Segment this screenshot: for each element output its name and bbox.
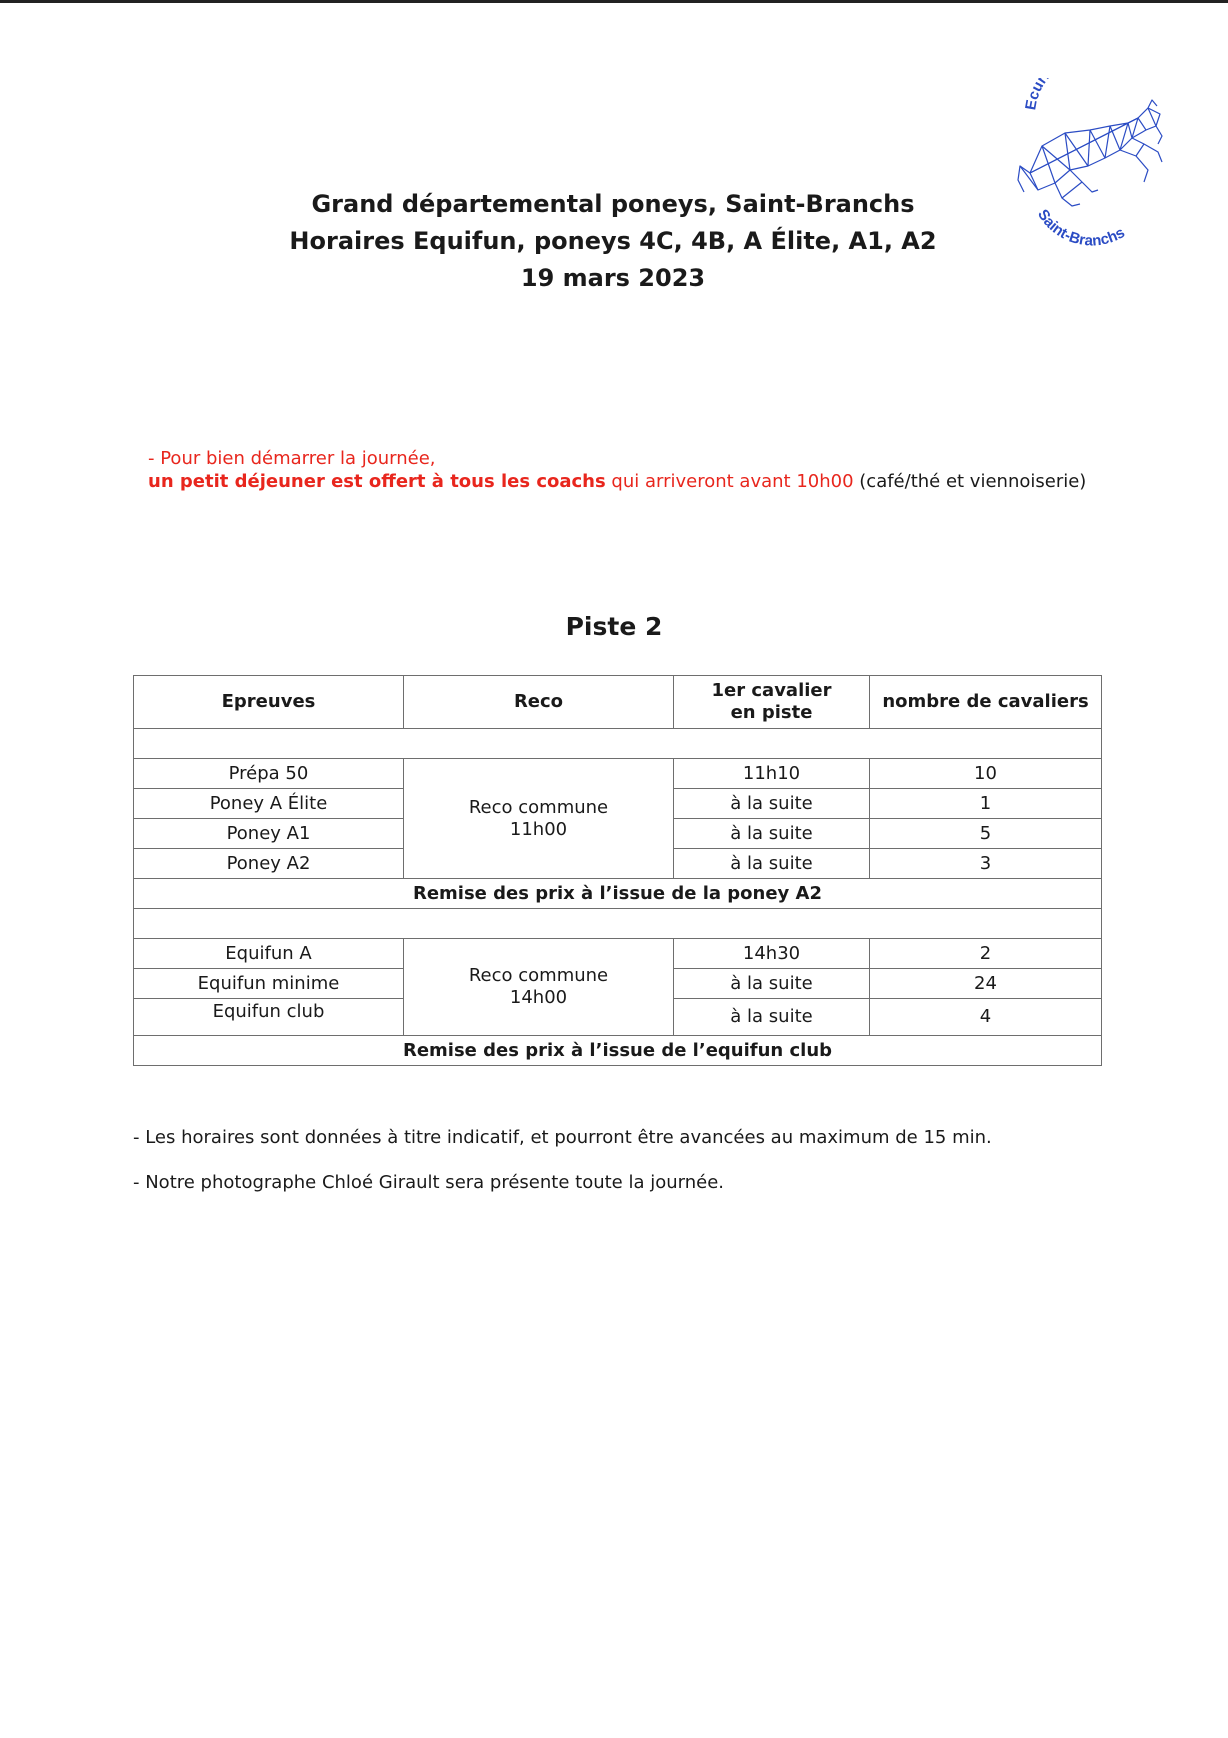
- header-first-rider-line1: 1er cavalier: [711, 680, 832, 701]
- notice-black-text: (café/thé et viennoiserie): [853, 471, 1087, 492]
- document-title: [0, 186, 1228, 297]
- schedule-table: [133, 675, 1102, 1066]
- table-spacer-row: [134, 729, 1102, 759]
- notice-line-2: [148, 470, 1208, 493]
- section-title: Piste 2: [565, 612, 663, 641]
- header-epreuves: Epreuves: [134, 676, 404, 729]
- cell-epreuve: Poney A2: [134, 849, 404, 879]
- logo-top-text: Ecur: [1022, 78, 1051, 112]
- footnote-photographer: - Notre photographe Chloé Girault sera présente toute la journée.: [133, 1172, 725, 1193]
- breakfast-notice: [148, 447, 1208, 493]
- cell-rider-count: 10: [870, 759, 1102, 789]
- cell-epreuve: Equifun A: [134, 939, 404, 969]
- footnotes: [133, 1126, 1193, 1216]
- header-reco: Reco: [404, 676, 674, 729]
- svg-text:Ecurie du Noyer: [1022, 78, 1126, 111]
- reco-group2-line2: 14h00: [509, 987, 568, 1008]
- cell-reco-group2: [404, 939, 674, 1036]
- reco-group2-line1: Reco commune: [468, 965, 609, 986]
- table-row: [134, 759, 1102, 789]
- cell-rider-count: 1: [870, 789, 1102, 819]
- cell-first-rider: 11h10: [674, 759, 870, 789]
- table-header-row: [134, 676, 1102, 729]
- prize-row: [134, 1036, 1102, 1066]
- cell-epreuve: Poney A1: [134, 819, 404, 849]
- reco-group1-line2: 11h00: [509, 818, 568, 840]
- header-first-rider-line2: en piste: [730, 702, 813, 723]
- spacer-cell: [134, 909, 1102, 939]
- cell-rider-count: 3: [870, 849, 1102, 879]
- title-line-2: Horaires Equifun, poneys 4C, 4B, A Élite, A1, A2: [289, 227, 937, 255]
- notice-line-1: - Pour bien démarrer la journée,: [148, 448, 436, 469]
- header-rider-count: nombre de cavaliers: [870, 676, 1102, 729]
- cell-first-rider: à la suite: [674, 789, 870, 819]
- table-spacer-row: [134, 909, 1102, 939]
- header-first-rider: [674, 676, 870, 729]
- logo-bottom-text: Saint-Branchs: [1034, 206, 1128, 250]
- spacer-cell: [134, 729, 1102, 759]
- cell-first-rider: à la suite: [674, 969, 870, 999]
- reco-group1-line1: Reco commune: [468, 796, 609, 818]
- cell-epreuve: Equifun minime: [134, 969, 404, 999]
- notice-red-text: qui arriveront avant 10h00: [605, 471, 854, 492]
- title-line-1: Grand départemental poneys, Saint-Branchs: [311, 190, 915, 218]
- footnote-schedule: - Les horaires sont données à titre indicatif, et pourront être avancées au maximum de 15 min.: [133, 1127, 992, 1148]
- prize-group2: Remise des prix à l’issue de l’equifun club: [134, 1036, 1102, 1066]
- cell-rider-count: 5: [870, 819, 1102, 849]
- cell-first-rider: à la suite: [674, 819, 870, 849]
- cell-reco-group1: [404, 759, 674, 879]
- prize-row: [134, 879, 1102, 909]
- cell-first-rider: à la suite: [674, 849, 870, 879]
- cell-epreuve: Poney A Élite: [134, 789, 404, 819]
- cell-rider-count: 24: [870, 969, 1102, 999]
- cell-epreuve: Equifun club: [134, 999, 404, 1036]
- table-row: [134, 939, 1102, 969]
- cell-first-rider: à la suite: [674, 999, 870, 1036]
- page-top-border: [0, 0, 1228, 3]
- cell-first-rider: 14h30: [674, 939, 870, 969]
- notice-bold-text: un petit déjeuner est offert à tous les coachs: [148, 471, 606, 492]
- prize-group1: Remise des prix à l’issue de la poney A2: [134, 879, 1102, 909]
- cell-rider-count: 2: [870, 939, 1102, 969]
- cell-epreuve: Prépa 50: [134, 759, 404, 789]
- title-line-3: 19 mars 2023: [520, 264, 706, 292]
- cell-rider-count: 4: [870, 999, 1102, 1036]
